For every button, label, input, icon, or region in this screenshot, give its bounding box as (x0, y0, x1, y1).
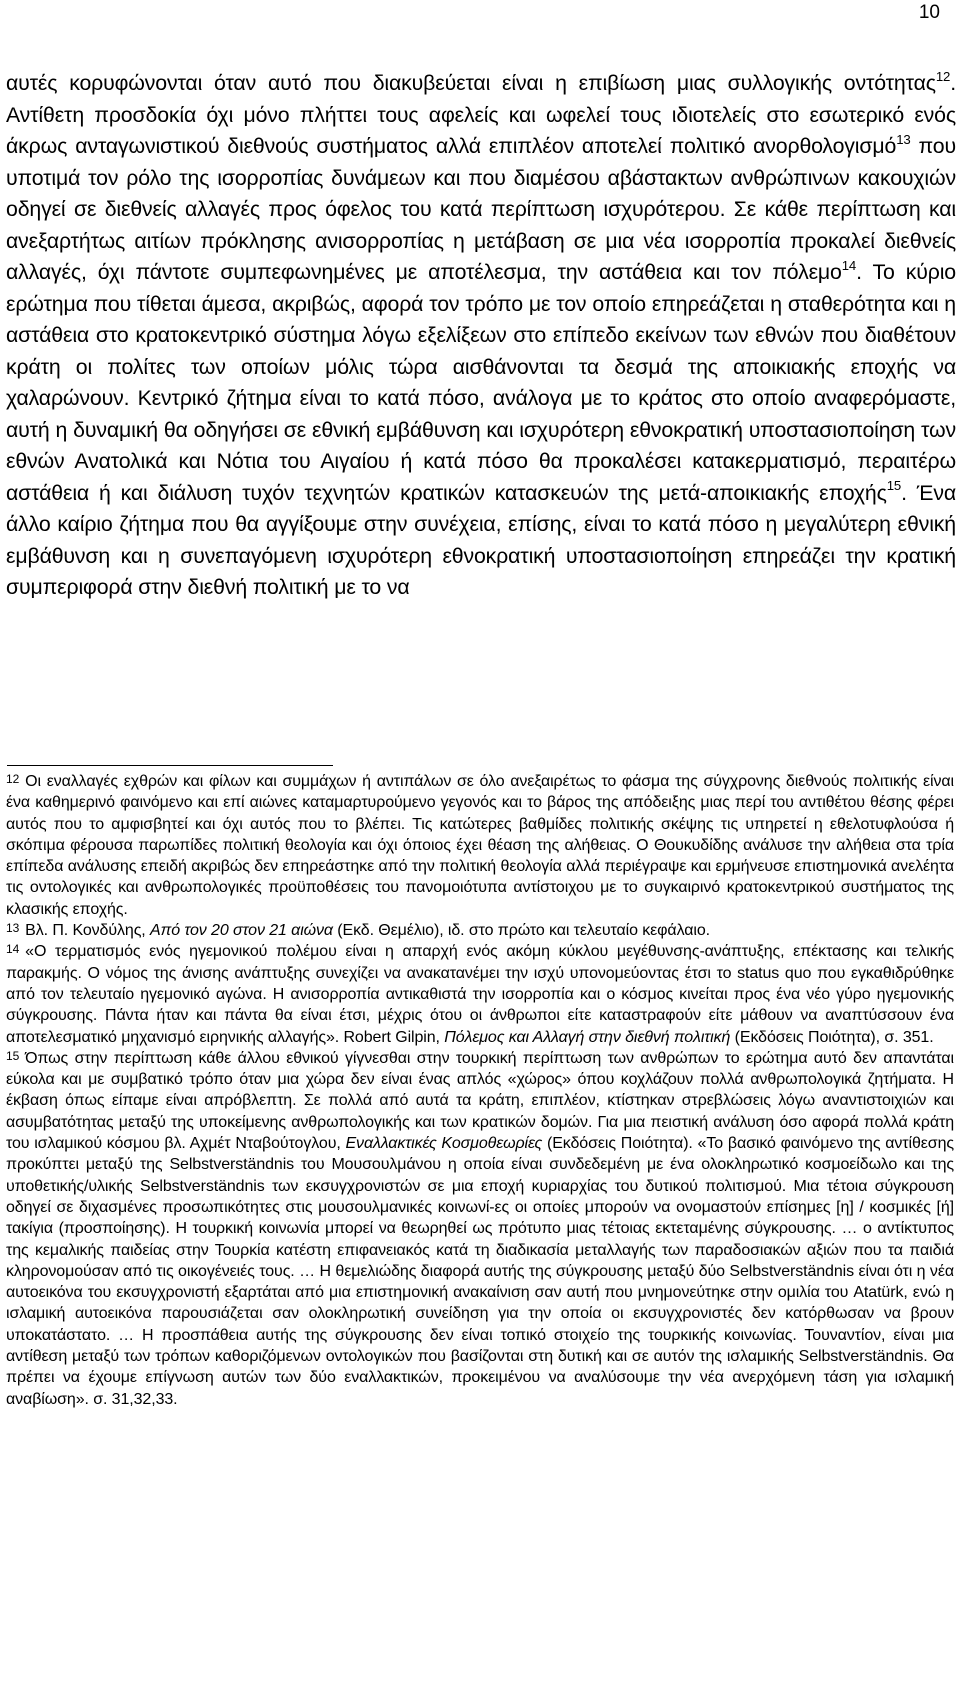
page-number: 10 (918, 2, 940, 23)
footnote-number: 14 (6, 942, 20, 957)
footnote-number: 15 (6, 1048, 20, 1063)
footnote-text: «Ο τερματισμός ενός ηγεμονικού πολέμου είναι η απαρχή ενός ακόμη κύκλου μεγέθυνσης-ανάπτυξης, επέκτασης και τελικής παρακμής. Ο νόμος της άνισης ανάπτυξης συνεχίζει να ανακατανέμει την ισχύ υπονομεύοντας έτσι το status quo που εγκαθιδρύθηκε από τον τελευταίο ηγεμονικό αγώνα. Η ανισορροπία αντικαθιστά την ισορροπία και ο κόσμος κινείται προς ένα νέο γύρο ηγεμονικής σύγκρουσης. Πάντα ήταν και πάντα θα είναι έτσι, μέχρις ότου οι άνθρωποι είτε καταστραφούν είτε μάθουν να αναπτύσσουν ένα αποτελεσματικό μηχανισμό ειρηνικής αλλαγής». Robert Gilpin, (6, 943, 954, 1046)
footnote-ref-12[interactable]: 12 (935, 68, 951, 84)
book-title: Εναλλακτικές Κοσμοθεωρίες (345, 1135, 543, 1153)
body-text: που υποτιμά τον ρόλο της ισορροπίας δυνάμεων και που διαμέσου αβάστακτων ανθρώπινων κακουχιών οδηγεί σε διεθνείς αλλαγές προς όφελος του κατά περίπτωση ισχυρότερου. Σε κάθε περίπτωση και ανεξαρτήτως αιτίων πρόκλησης ανισορροπίας η μετάβαση σε μια νέα ισορροπία προκαλεί διεθνείς αλλαγές, όχι πάντοτε συμπεφωνημένες με αποτέλεσμα, την αστάθεια και τον πόλεμο (6, 134, 956, 284)
footnotes-section (6, 771, 954, 1410)
footnote-text: (Εκδόσεις Ποιότητα), σ. 351. (730, 1028, 934, 1046)
body-text: . Αντίθετη προσδοκία όχι μόνο πλήττει τους αφελείς και ωφελεί τους ιδιοτελείς στο εσωτερικό ενός άκρως ανταγωνιστικού διεθνούς συστήματος αλλά επιπλέον αποτελεί πολιτικό ανορθολογισμό (6, 71, 956, 158)
footnote-15 (6, 1048, 954, 1410)
footnote-text: (Εκδ. Θεμέλιο), ιδ. στο πρώτο και τελευταίο κεφάλαιο. (332, 922, 710, 940)
footnote-ref-15[interactable]: 15 (886, 478, 902, 494)
footnote-text: Οι εναλλαγές εχθρών και φίλων και συμμάχων ή αντιπάλων σε όλο ανεξαιρέτως το φάσμα της σύγχρονης διεθνούς πολιτικής είναι ένα καθημερινό φαινόμενο και επί αιώνες καταμαρτυρούμενο γεγονός και το βάρος της απόδειξης μιας περί του αντιθέτου θέσης φέρει αυτός που το αμφισβητεί και όχι αυτός που το βλέπει. Τις κατώτερες βαθμίδες πολιτικής σκέψης τις υπηρετεί η εθελοτυφλούσα ή σκόπιμα φέρουσα παρωπίδες πολιτική θεολογία και όχι όποιος έχει θέαση της αλήθειας. Ο Θουκυδίδης ανάλυσε την αλήθεια στα τρία επίπεδα ανάλυσης επειδή ακριβώς δεν επηρεάστηκε από την πολιτική θεολογία αλλά περιέγραψε και ερμήνευσε επιστημονικά ανελέητα τις οντολογικές και ανθρωπολογικές προϋποθέσεις του πανομοιότυπα αντίστοιχου με το συγκαιρινό κρατοκεντρικού συστήματος της κλασικής εποχής. (6, 773, 954, 918)
footnote-ref-14[interactable]: 14 (841, 257, 857, 273)
footnote-12 (6, 771, 954, 920)
footnote-13 (6, 920, 954, 941)
footnote-number: 13 (6, 921, 20, 936)
body-text: αυτές κορυφώνονται όταν αυτό που διακυβεύεται είναι η επιβίωση μιας συλλογικής οντότητας (6, 71, 936, 95)
footnote-ref-13[interactable]: 13 (896, 131, 911, 147)
body-text: . Ένα άλλο καίριο ζήτημα που θα αγγίξουμε στην συνέχεια, επίσης, είναι το κατά πόσο η μεγαλύτερη εθνική εμβάθυνση και η συνεπαγόμενη ισχυρότερη εθνοκρατική υποστασιοποίηση επηρεάζει την κρατική συμπεριφορά στην διεθνή πολιτική με το να (6, 480, 956, 599)
book-title: Πόλεμος και Αλλαγή στην διεθνή πολιτική (444, 1028, 731, 1046)
footnote-text: (Εκδόσεις Ποιότητα). «Το βασικό φαινόμενο της αντίθεσης προκύπτει μεταξύ της Selbstverständnis του Μουσουλμάνου η οποία είναι συνδεδεμένη με ένα ολοκληρωτικό κοσμοείδωλο και της υποθετικής/υλικής Selbstverständnis των εκσυγχρονιστών σε μια εποχή κυριαρχίας του δυτικού πολιτισμού. Μια τέτοια σύγκρουση οδηγεί σε διχασμένες προσωπικότητες στις μουσουλμανικές κοινωνί-ες οι οποίες μπορούν να ονομαστούν επίσημες [η] / κοσμικές [ή] τακίγια (προσποίησης). Η τουρκική κοινωνία μπορεί να θεωρηθεί ως πρότυπο μιας τέτοιας εκτεταμένης σύγκρουσης. … ο αντίκτυπος της κεμαλικής παιδείας στην Τουρκία κατέστη επιφανειακός κατά τη διαδικασία μεταλλαγής των παραδοσιακών αξιών που τα παιδιά κληρονομούσαν από τις οικογένειές τους. … Η θεμελιώδης διαφορά αυτής της σύγκρουσης μεταξύ δύο Selbstverständnis είναι ότι η νέα αυτοεικόνα του εκσυγχρονιστή εξαρτάται από μια επιστημονική ανακαίνιση σαν αυτή που μνημονεύτηκε στην ομιλία του Atatürk, ενώ η ισλαμική αυτοεικόνα παρουσιάζεται σαν ολοκληρωτική συνείδηση για την οποία οι εκσυγχρονιστές δεν κατόρθωσαν να βρουν υποκατάστατο. … Η προσπάθεια αυτής της σύγκρουσης δεν είναι τοπικό στοιχείο της τουρκικής κοινωνίας. Τουναντίον, είναι μια αντίθεση μεταξύ των τρόπων καθοριζόμενων οντολογικών που βασίζονται στη δυτική και σε αυτόν της ισλαμικής Selbstverständnis. Θα πρέπει να έχουμε επίγνωση αυτών των δύο εναλλακτικών, προκειμένου να αναλύσουμε την νέα ανερχόμενη τάση για ισλαμική αναβίωση». σ. 31,32,33. (6, 1135, 954, 1408)
footnote-14 (6, 941, 954, 1047)
body-text: . Το κύριο ερώτημα που τίθεται άμεσα, ακριβώς, αφορά τον τρόπο με τον οποίο επηρεάζεται η σταθερότητα και η αστάθεια στο κρατοκεντρικό σύστημα λόγω εξελίξεων στο επίπεδο εκείνων των εθνών που διαθέτουν κράτη οι πολίτες των οποίων μόλις τώρα αισθάνονται τα δεσμά της αποικιακής εποχής να χαλαρώνουν. Κεντρικό ζήτημα είναι το κατά πόσο, ανάλογα με το κράτος στο οποίο αναφερόμαστε, αυτή η δυναμική θα οδηγήσει σε εθνική εμβάθυνση και ισχυρότερη εθνοκρατική υποστασιοποίηση των εθνών Ανατολικά και Νότια του Αιγαίου ή κατά πόσο θα προκαλέσει κατακερματισμό, περαιτέρω αστάθεια ή και διάλυση τυχόν τεχνητών κρατικών κατασκευών της μετά-αποικιακής εποχής (6, 260, 956, 505)
footnote-text: Όπως στην περίπτωση κάθε άλλου εθνικού γίγνεσθαι στην τουρκική περίπτωση των ανθρώπων το ερώτημα αυτό δεν απαντάται εύκολα και με συμβατικό τρόπο όταν μια χώρα δεν είναι ένας απλός «χώρος» όπου κοχλάζουν πολλά ανθρωπολογικά ζητήματα. Η έκβαση όπως είπαμε είναι απρόβλεπτη. Σε πολλά από αυτά τα κράτη, επιπλέον, κτίστηκαν στρεβλώσεις λόγω αναντιστοιχιών και ασυμβατότητας μεταξύ της υποκείμενης ανθρωπολογικής και των κρατικών δομών. Για μια πειστική ανάλυση όσο αφορά πολλά κράτη του ισλαμικού κόσμου βλ. Αχμέτ Νταβούτογλου, (6, 1049, 954, 1153)
footnote-number: 12 (6, 772, 20, 786)
footnote-divider (7, 765, 333, 766)
footnote-text: Βλ. Π. Κονδύλης, (25, 922, 150, 940)
body-paragraph (6, 68, 956, 604)
book-title: Από τον 20 στον 21 αιώνα (150, 922, 333, 940)
